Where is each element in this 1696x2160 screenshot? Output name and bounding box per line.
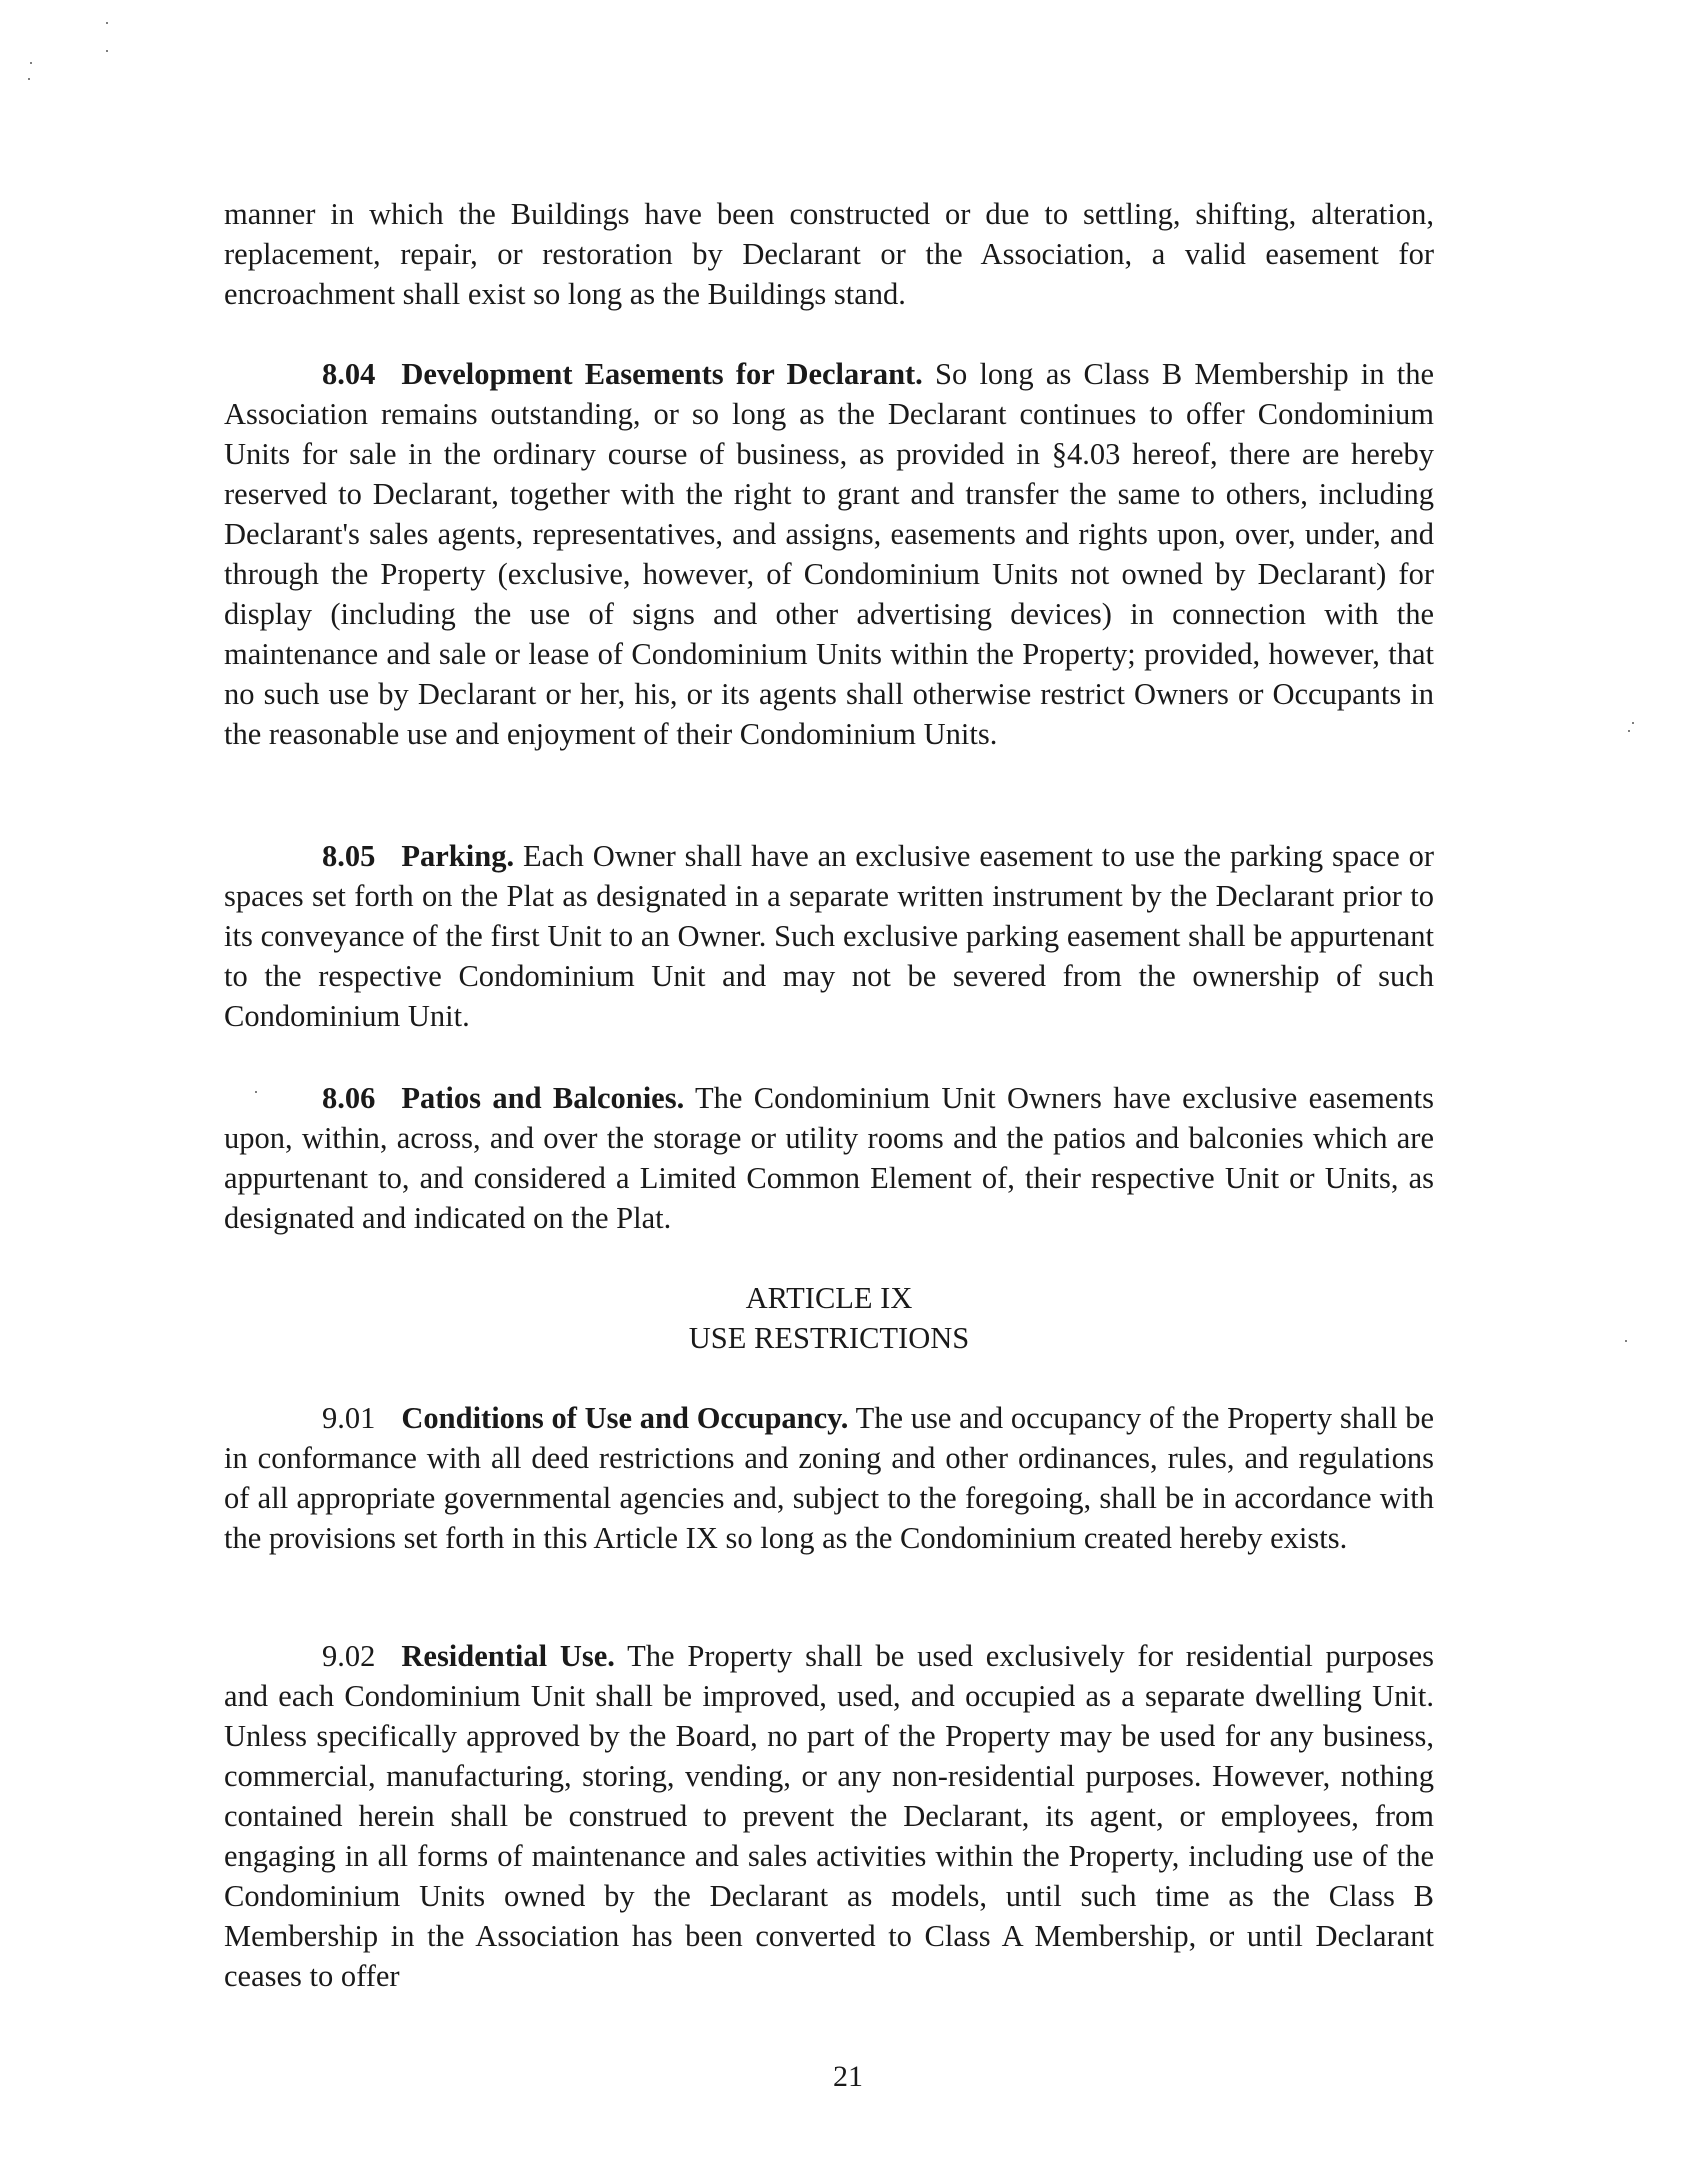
article-title: USE RESTRICTIONS [688, 1321, 970, 1355]
section-title: Residential Use. [401, 1639, 615, 1673]
section-text: Each Owner shall have an exclusive easement to use the parking space or spaces set forth on the Plat as designated in a separate written instrument by the Declarant prior to its conveyance of the first Unit to an Owner. Such exclusive parking easement shall be appurtenant to the respective Condominium Unit and may not be severed from the ownership of such Condominium Unit. [224, 839, 1435, 1033]
section-9-01 [224, 1398, 1434, 1558]
paragraph-continuation [224, 194, 1434, 314]
section-number: 8.05 [322, 839, 376, 873]
section-title: Patios and Balconies. [401, 1081, 685, 1115]
section-title: Development Easements for Declarant. [401, 357, 923, 391]
article-heading [224, 1278, 1434, 1358]
section-text: The use and occupancy of the Property shall be in conformance with all deed restrictions and zoning and other ordinances, rules, and regulations of all appropriate governmental agencies and, subject to the foregoing, shall be in accordance with the provisions set forth in this Article IX so long as the Condominium created hereby exists. [224, 1401, 1435, 1555]
section-title: Conditions of Use and Occupancy. [401, 1401, 849, 1435]
scan-speck [1628, 730, 1630, 732]
section-number: 8.04 [322, 357, 376, 391]
section-number: 9.01 [322, 1401, 376, 1435]
section-text: The Condominium Unit Owners have exclusive easements upon, within, across, and over the storage or utility rooms and the patios and balconies which are appurtenant to, and considered a Limited Common Element of, their respective Unit or Units, as designated and indicated on the Plat. [224, 1081, 1434, 1235]
scan-speck [106, 22, 108, 24]
scan-speck [1632, 722, 1634, 724]
scan-speck [28, 78, 30, 80]
section-9-02 [224, 1636, 1434, 1996]
article-number: ARTICLE IX [745, 1281, 913, 1315]
section-8-04 [224, 354, 1434, 754]
section-text: So long as Class B Membership in the Association remains outstanding, or so long as the Declarant continues to offer Condominium Units for sale in the ordinary course of business, as provided in §4.03 hereof, there are hereby reserved to Declarant, together with the right to grant and transfer the same to others, including Declarant's sales agents, representatives, and assigns, easements and rights upon, over, under, and through the Property (exclusive, however, of Condominium Units not owned by Declarant) for display (including the use of signs and other advertising devices) in connection with the maintenance and sale or lease of Condominium Units within the Property; provided, however, that no such use by Declarant or her, his, or its agents shall otherwise restrict Owners or Occupants in the reasonable use and enjoyment of their Condominium Units. [224, 357, 1434, 751]
section-text: The Property shall be used exclusively for residential purposes and each Condominium Unit shall be improved, used, and occupied as a separate dwelling Unit. Unless specifically approved by the Board, no part of the Property may be used for any business, commercial, manufacturing, storing, vending, or any non-residential purposes. However, nothing contained herein shall be construed to prevent the Declarant, its agent, or employees, from engaging in all forms of maintenance and sales activities within the Property, including use of the Condominium Units owned by the Declarant as models, until such time as the Class B Membership in the Association has been converted to Class A Membership, or until Declarant ceases to offer [224, 1639, 1434, 1993]
paragraph-text: manner in which the Buildings have been constructed or due to settling, shifting, alteration, replacement, repair, or restoration by Declarant or the Association, a valid easement for encroachment shall exist so long as the Buildings stand. [224, 197, 1434, 311]
section-number: 8.06 [322, 1081, 376, 1115]
scan-speck [30, 62, 32, 64]
section-8-05 [224, 836, 1434, 1036]
section-8-06 [224, 1078, 1434, 1238]
scan-speck [1625, 1340, 1627, 1342]
section-title: Parking. [401, 839, 515, 873]
section-number: 9.02 [322, 1639, 376, 1673]
scan-speck [106, 50, 108, 52]
page-number: 21 [833, 2060, 863, 2093]
